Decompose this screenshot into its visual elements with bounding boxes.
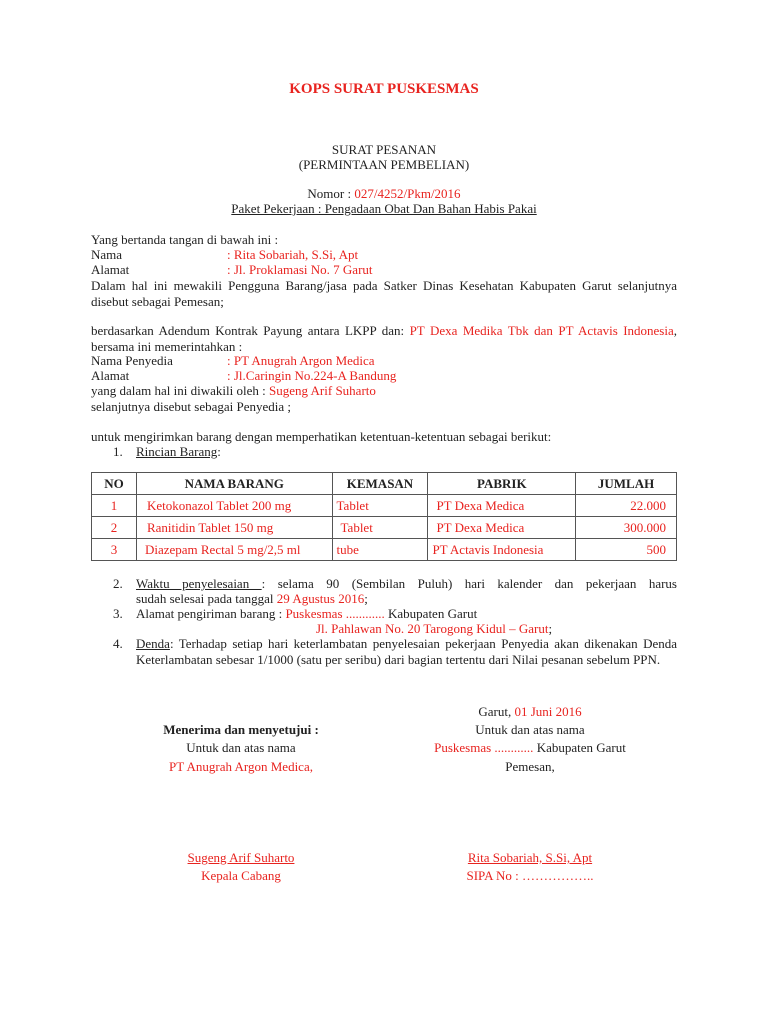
item3-pre: Alamat pengiriman barang :: [136, 606, 286, 621]
left-signer-title: Kepala Cabang: [201, 868, 281, 883]
right-signer-name: Rita Sobariah, S.Si, Apt: [467, 850, 593, 865]
cell-pabrik: PT Dexa Medica: [428, 495, 576, 517]
item3-line: [136, 606, 477, 622]
kontrak-post: , bersama ini memerintahkan :: [91, 323, 677, 354]
kontrak-parties: PT Dexa Medika Tbk dan PT Actavis Indonesia: [409, 323, 674, 338]
right-role: Pemesan,: [505, 759, 555, 774]
item3-address-line: [316, 621, 552, 637]
cell-pabrik: PT Dexa Medica: [428, 517, 576, 539]
item1-number: 1.: [113, 444, 123, 459]
header-kemasan: KEMASAN: [332, 473, 428, 495]
kontrak-paragraph: [91, 323, 677, 355]
item3-post: Kabupaten Garut: [384, 606, 478, 621]
right-sipa: SIPA No : ……………..: [466, 868, 594, 883]
cell-jumlah: 300.000: [576, 517, 677, 539]
cell-kemasan: tube: [332, 539, 428, 561]
header-jumlah: JUMLAH: [576, 473, 677, 495]
header-no: NO: [92, 473, 137, 495]
nomor-value: 027/4252/Pkm/2016: [354, 186, 461, 201]
item3-address-post: ;: [548, 621, 553, 636]
item3-address: Jl. Pahlawan No. 20 Tarogong Kidul – Garut: [316, 621, 549, 636]
header-nama-barang: NAMA BARANG: [136, 473, 332, 495]
right-kabupaten: Kabupaten Garut: [533, 740, 626, 755]
sign-date: 01 Juni 2016: [514, 704, 582, 719]
rincian-barang-table: [91, 472, 677, 561]
item3-puskesmas: Puskesmas ............: [285, 606, 385, 621]
letterhead-title: KOPS SURAT PUSKESMAS: [289, 81, 479, 97]
wakil-pre: yang dalam hal ini diwakili oleh :: [91, 383, 269, 398]
table-row: [92, 495, 677, 517]
cell-no: 3: [92, 539, 137, 561]
left-signer-name: Sugeng Arif Suharto: [187, 850, 295, 865]
place: Garut,: [478, 704, 515, 719]
item4-text: : Terhadap setiap hari keterlambatan penyelesaian pekerjaan Penyedia akan dikenakan Denda Keterlambatan sebesar 1/1000 (satu per seribu) dari bagian tertentu dari Nilai pesanan sebelum PPN.: [136, 636, 677, 667]
item1-label: Rincian Barang: [136, 444, 218, 459]
penyedia-label: Nama Penyedia: [91, 353, 173, 368]
kontrak-pre: berdasarkan Adendum Kontrak Payung antara LKPP dan:: [91, 323, 410, 338]
item2-date-pre: sudah selesai pada tanggal: [136, 591, 277, 606]
left-atas-nama: Untuk dan atas nama: [186, 740, 296, 755]
header-pabrik: PABRIK: [428, 473, 576, 495]
nomor-label: Nomor :: [307, 186, 355, 201]
cell-kemasan: Tablet: [332, 495, 428, 517]
item2-line: [136, 576, 677, 592]
item2-line2: [136, 591, 368, 607]
nama-value: : Rita Sobariah, S.Si, Apt: [227, 247, 359, 262]
alamat-label: Alamat: [91, 262, 130, 277]
wakil-line: [91, 383, 376, 399]
item2-label: Waktu penyelesaian: [136, 576, 262, 591]
table-row: [92, 539, 677, 561]
document-title: SURAT PESANAN: [331, 142, 437, 157]
item1-colon: :: [217, 444, 221, 459]
right-puskesmas-line: [392, 740, 668, 756]
cell-kemasan: Tablet: [332, 517, 428, 539]
nomor-line: [0, 186, 768, 202]
left-heading: Menerima dan menyetujui :: [163, 722, 319, 737]
left-company: PT Anugrah Argon Medica,: [169, 759, 313, 774]
document-subtitle: (PERMINTAAN PEMBELIAN): [298, 157, 470, 172]
penyedia-alamat-label: Alamat: [91, 368, 130, 383]
item4-number: 4.: [113, 636, 123, 651]
cell-no: 1: [92, 495, 137, 517]
pemesan-paragraph: Dalam hal ini mewakili Pengguna Barang/jasa pada Satker Dinas Kesehatan Kabupaten Garut selanjutnya disebut sebagai Pemesan;: [91, 278, 677, 309]
right-atas-nama: Untuk dan atas nama: [475, 722, 585, 737]
penyedia-line: selanjutnya disebut sebagai Penyedia ;: [91, 399, 292, 414]
item2-text: : selama 90 (Sembilan Puluh) hari kalender dan pekerjaan harus: [261, 576, 677, 591]
cell-pabrik: PT Actavis Indonesia: [428, 539, 576, 561]
item1-line: [136, 444, 221, 460]
penyedia-value: : PT Anugrah Argon Medica: [227, 353, 375, 368]
paket-pekerjaan: Paket Pekerjaan : Pengadaan Obat Dan Bahan Habis Pakai: [231, 201, 537, 216]
cell-jumlah: 22.000: [576, 495, 677, 517]
cell-no: 2: [92, 517, 137, 539]
cell-nama: Ranitidin Tablet 150 mg: [136, 517, 332, 539]
right-puskesmas: Puskesmas ............: [434, 740, 534, 755]
item2-date: 29 Agustus 2016: [276, 591, 365, 606]
nama-label: Nama: [91, 247, 123, 262]
wakil-name: Sugeng Arif Suharto: [269, 383, 376, 398]
item2-number: 2.: [113, 576, 123, 591]
table-row: [92, 517, 677, 539]
item2-date-post: ;: [364, 591, 368, 606]
item3-number: 3.: [113, 606, 123, 621]
item4-label: Denda: [136, 636, 170, 651]
ketentuan-intro: untuk mengirimkan barang dengan memperhatikan ketentuan-ketentuan sebagai berikut:: [91, 429, 552, 444]
cell-nama: Diazepam Rectal 5 mg/2,5 ml: [136, 539, 332, 561]
table-header-row: [92, 473, 677, 495]
penyedia-alamat-value: : Jl.Caringin No.224-A Bandung: [227, 368, 397, 383]
place-date: [412, 704, 648, 720]
cell-jumlah: 500: [576, 539, 677, 561]
item4-paragraph: [136, 636, 677, 668]
alamat-value: : Jl. Proklamasi No. 7 Garut: [227, 262, 373, 277]
cell-nama: Ketokonazol Tablet 200 mg: [136, 495, 332, 517]
intro-line: Yang bertanda tangan di bawah ini :: [91, 232, 279, 247]
